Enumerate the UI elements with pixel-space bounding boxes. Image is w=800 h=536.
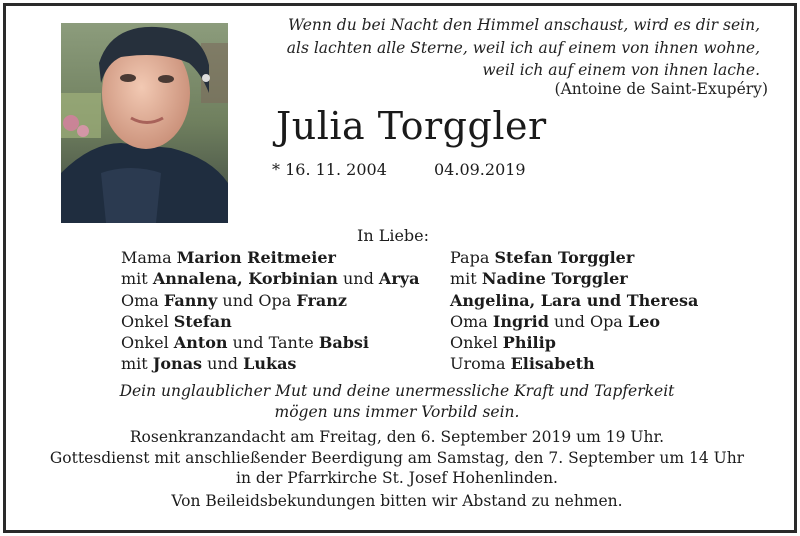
quote-line: als lachten alle Sterne, weil ich auf einem von ihnen wohne, — [286, 38, 760, 57]
mourner-line — [450, 332, 698, 353]
mourner-name: Angelina, Lara und Theresa — [450, 290, 699, 310]
quote-line: Wenn du bei Nacht den Himmel anschaust, wird es dir sein, — [288, 16, 760, 34]
mourner-relation: Oma — [121, 290, 164, 310]
deceased-name: Julia Torggler — [276, 104, 547, 148]
quote-line: weil ich auf einem von ihnen lache. — [482, 61, 760, 79]
mourner-relation: und — [337, 269, 379, 289]
service-info — [0, 427, 794, 489]
service-line: Rosenkranzandacht am Freitag, den 6. September 2019 um 19 Uhr. — [129, 428, 665, 446]
mourner-line — [450, 311, 698, 332]
mourner-relation: Oma — [450, 311, 493, 331]
mourner-name: Lukas — [243, 354, 297, 374]
mourner-relation: Mama — [121, 248, 177, 267]
mourner-name: Anton — [173, 333, 228, 353]
mourner-relation: Papa — [450, 248, 495, 267]
mourner-line — [121, 268, 419, 289]
mourner-name: Elisabeth — [510, 354, 595, 374]
mourner-relation: Onkel — [450, 333, 503, 353]
death-date: 04.09.2019 — [434, 160, 526, 179]
mourner-line — [450, 353, 698, 374]
mourner-name: Nadine Torggler — [481, 269, 628, 289]
mourner-name: Stefan — [173, 311, 232, 331]
mourner-name: Stefan Torggler — [494, 248, 635, 267]
mourner-relation: mit — [121, 269, 153, 289]
mourner-relation: mit — [121, 354, 153, 374]
mourner-relation: mit — [450, 269, 482, 289]
mourner-relation: Uroma — [450, 354, 511, 374]
mourner-name: Babsi — [318, 333, 369, 353]
motto-line: mögen uns immer Vorbild sein. — [274, 402, 520, 421]
mourner-name: Franz — [296, 290, 347, 310]
mourner-name: Annalena, Korbinian — [152, 269, 338, 289]
condolence-note: Von Beileidsbekundungen bitten wir Abstand zu nehmen. — [171, 492, 623, 510]
mourner-relation: und Opa — [217, 290, 297, 310]
mourner-line — [450, 247, 698, 268]
mourner-name: Fanny — [163, 290, 218, 310]
mourner-name: Marion Reitmeier — [176, 248, 336, 267]
service-line: Gottesdienst mit anschließender Beerdigung am Samstag, den 7. September um 14 Uhr — [49, 448, 745, 467]
mourner-line — [121, 311, 419, 332]
mourner-line — [450, 268, 698, 289]
mourner-line — [121, 353, 419, 374]
mourner-name: Ingrid — [492, 311, 549, 331]
memorial-motto — [0, 381, 794, 422]
mourner-relation: und Tante — [227, 333, 319, 353]
mourner-relation: und — [202, 354, 244, 374]
mourner-relation: Onkel — [121, 333, 174, 353]
mourner-name: Philip — [502, 333, 556, 353]
quote-author: (Antoine de Saint-Exupéry) — [554, 80, 768, 98]
mourners-right-column — [450, 247, 698, 375]
mourner-relation: Onkel — [121, 311, 174, 331]
portrait-photo — [61, 23, 228, 223]
mourner-name: Arya — [378, 269, 420, 289]
memorial-quote — [260, 14, 760, 82]
mourner-relation: und Opa — [548, 311, 628, 331]
motto-line: Dein unglaublicher Mut und deine unermessliche Kraft und Tapferkeit — [119, 382, 675, 400]
birth-date: * 16. 11. 2004 — [272, 160, 387, 179]
mourner-line — [450, 290, 698, 311]
mourner-name: Jonas — [152, 354, 203, 374]
mourner-line — [121, 290, 419, 311]
mourner-name: Leo — [627, 311, 661, 331]
mourners-intro: In Liebe: — [357, 226, 430, 245]
mourner-line — [121, 332, 419, 353]
mourners-left-column — [121, 247, 419, 375]
service-line: in der Pfarrkirche St. Josef Hohenlinden. — [236, 469, 558, 487]
mourner-line — [121, 247, 419, 268]
portrait-image — [61, 23, 228, 223]
